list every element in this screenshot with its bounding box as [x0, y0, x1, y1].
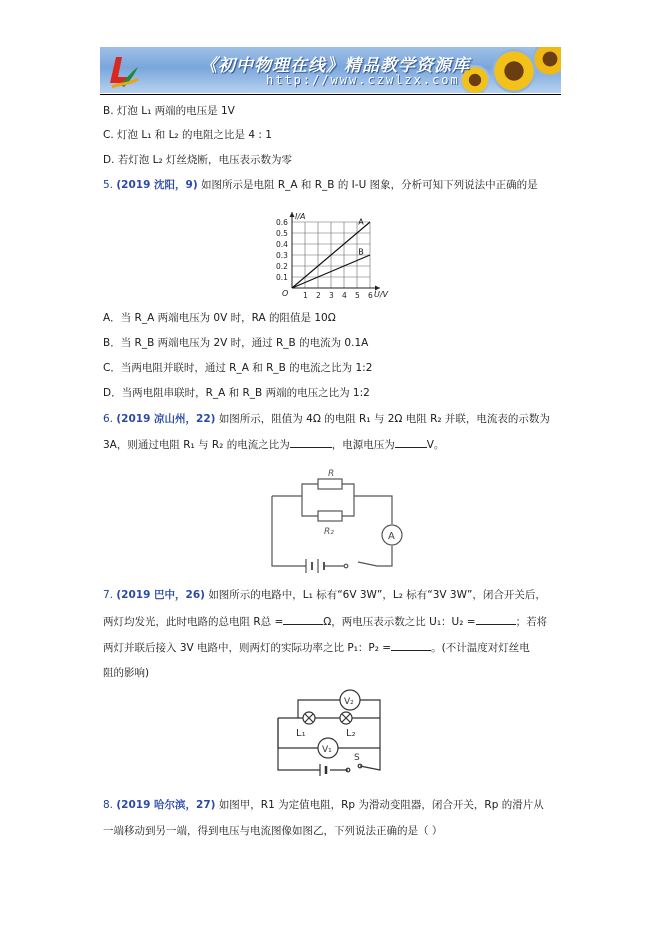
question-source: (2019 凉山州，22): [116, 413, 216, 425]
option-d: D. 若灯泡 L₂ 灯丝烧断，电压表示数为零: [103, 154, 292, 166]
question-number: 8.: [103, 799, 114, 811]
question-text: 两灯均发光，此时电路的总电阻 R总 =: [103, 616, 284, 628]
sunflower-decoration-icon: [532, 47, 561, 77]
answer-blank[interactable]: [391, 640, 431, 651]
site-logo-icon: [102, 49, 144, 91]
answer-blank[interactable]: [283, 614, 323, 625]
y-axis-label: I/A: [295, 212, 306, 221]
series-label: B: [358, 247, 364, 257]
question-text: 两灯并联后接入 3V 电路中，则两灯的实际功率之比 P₁：P₂ =: [103, 642, 392, 654]
question-text: ；若将: [515, 616, 548, 628]
question-8-stem-line2: 一端移动到另一端，得到电压与电流图像如图乙，下列说法正确的是（ ）: [103, 825, 443, 837]
question-text: ，电源电压为: [331, 439, 395, 451]
question-5-option-a: A．当 R_A 两端电压为 0V 时，RA 的阻值是 10Ω: [103, 312, 336, 324]
header-banner: [100, 47, 561, 93]
x-tick-label: 5: [355, 291, 360, 300]
answer-blank[interactable]: [395, 437, 427, 448]
question-5-stem: [103, 178, 538, 192]
circuit-diagram-q6: [262, 466, 412, 578]
option-c: C. 灯泡 L₁ 和 L₂ 的电阻之比是 4 : 1: [103, 129, 272, 141]
question-text: 如图所示是电阻 R_A 和 R_B 的 I-U 图象，分析可知下列说法中正确的是: [201, 179, 538, 191]
y-tick-label: 0.4: [276, 240, 288, 249]
question-7-stem-line3: [103, 640, 530, 655]
question-7-stem-line4: 阻的影响): [103, 667, 150, 679]
lamp-l1-label: L₁: [296, 728, 306, 739]
iu-graph: [268, 200, 398, 305]
question-text: 。(不计温度对灯丝电: [431, 642, 530, 654]
banner-url[interactable]: http://www.czwlzx.com: [266, 73, 460, 87]
voltmeter-v2-label: V₂: [344, 697, 354, 707]
y-tick-label: 0.6: [276, 218, 288, 227]
ammeter-label: A: [388, 531, 395, 542]
answer-blank[interactable]: [290, 437, 332, 448]
y-tick-label: 0.3: [276, 251, 288, 260]
lamp-l2-label: L₂: [346, 728, 356, 739]
question-8-stem-line1: [103, 798, 544, 812]
question-6-stem-line2: [103, 437, 444, 452]
question-source: (2019 沈阳，9): [116, 179, 198, 191]
x-tick-label: 2: [316, 291, 321, 300]
series-label: A: [358, 217, 364, 227]
question-5-option-b: B．当 R_B 两端电压为 2V 时，通过 R_B 的电流为 0.1A: [103, 337, 369, 349]
question-5-option-d: D．当两电阻串联时，R_A 和 R_B 两端的电压之比为 1:2: [103, 387, 370, 399]
banner-title: 《初中物理在线》精品教学资源库: [200, 56, 470, 76]
question-6-stem-line1: [103, 412, 550, 426]
x-tick-label: 3: [329, 291, 334, 300]
question-number: 5.: [103, 179, 114, 191]
answer-blank[interactable]: [476, 614, 516, 625]
question-number: 7.: [103, 589, 114, 601]
question-text: 3A，则通过电阻 R₁ 与 R₂ 的电流之比为: [103, 439, 290, 451]
question-source: (2019 哈尔滨，27): [116, 799, 216, 811]
y-tick-label: 0.2: [276, 262, 288, 271]
origin-label: O: [282, 289, 289, 298]
question-7-stem-line2: [103, 614, 547, 629]
question-number: 6.: [103, 413, 114, 425]
resistor-label: R: [328, 469, 335, 479]
question-5-option-c: C．当两电阻并联时，通过 R_A 和 R_B 的电流之比为 1:2: [103, 362, 373, 374]
resistor-label: R₂: [324, 527, 334, 537]
x-tick-label: 4: [342, 291, 347, 300]
x-axis-label: U/V: [374, 290, 389, 299]
question-text: 如图所示，阻值为 4Ω 的电阻 R₁ 与 2Ω 电阻 R₂ 并联，电流表的示数为: [218, 413, 550, 425]
sunflower-decoration-icon: [492, 49, 536, 93]
voltmeter-v1-label: V₁: [322, 745, 332, 755]
question-7-stem-line1: [103, 588, 546, 602]
question-source: (2019 巴中，26): [116, 589, 205, 601]
question-text: 如图所示的电路中，L₁ 标有“6V 3W”，L₂ 标有“3V 3W”，闭合开关后，: [208, 589, 546, 601]
option-b: B. 灯泡 L₁ 两端的电压是 1V: [103, 105, 235, 117]
switch-label: S: [354, 753, 360, 763]
circuit-diagram-q7: [270, 688, 390, 780]
y-axis-arrow-icon: [290, 212, 295, 217]
y-tick-label: 0.5: [276, 229, 288, 238]
y-tick-label: 0.1: [276, 273, 288, 282]
x-tick-label: 1: [303, 291, 308, 300]
question-text: V。: [426, 439, 445, 451]
x-tick-label: 6: [368, 291, 373, 300]
question-text: 如图甲，R1 为定值电阻，Rp 为滑动变阻器，闭合开关，Rp 的滑片从: [218, 799, 544, 811]
header-divider: [100, 94, 561, 95]
question-text: Ω，两电压表示数之比 U₁：U₂ =: [323, 616, 476, 628]
